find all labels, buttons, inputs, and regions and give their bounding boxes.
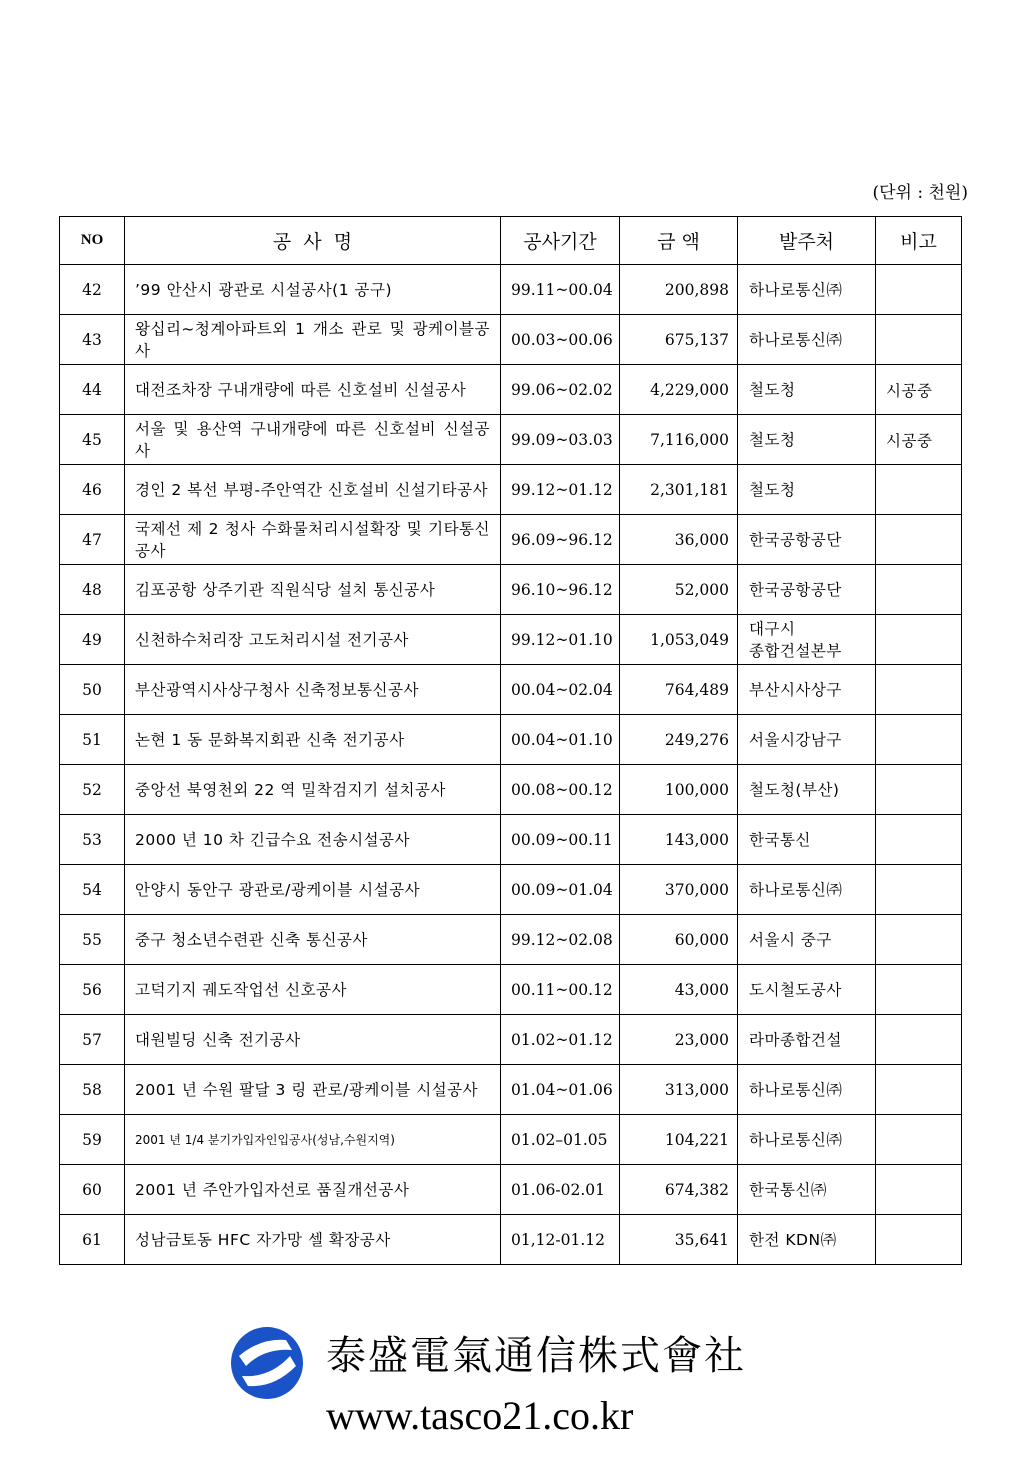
row-client: 한전 KDN㈜ [738,1215,876,1265]
row-client: 한국통신 [738,815,876,865]
row-period: 00.04~02.04 [501,665,620,715]
row-client: 대구시 종합건설본부 [738,615,876,665]
row-no: 53 [60,815,125,865]
unit-note: (단위 : 천원) [872,183,968,203]
header-note: 비고 [876,217,962,265]
header-row [60,217,962,265]
row-project-name: 대원빌딩 신축 전기공사 [125,1015,501,1065]
row-note [876,315,962,365]
row-client: 철도청(부산) [738,765,876,815]
row-no: 49 [60,615,125,665]
row-period: 00.03~00.06 [501,315,620,365]
row-note [876,515,962,565]
table-row [60,315,962,365]
row-amount: 1,053,049 [620,615,738,665]
row-client: 서울시강남구 [738,715,876,765]
row-no: 47 [60,515,125,565]
row-note [876,1115,962,1165]
row-no: 59 [60,1115,125,1165]
row-project-name: 경인 2 복선 부평-주안역간 신호설비 신설기타공사 [125,465,501,515]
row-period: 00.08~00.12 [501,765,620,815]
company-website: www.tasco21.co.kr [326,1393,634,1438]
table-row [60,1215,962,1265]
row-amount: 249,276 [620,715,738,765]
row-client: 서울시 중구 [738,915,876,965]
row-period: 01.06-02.01 [501,1165,620,1215]
row-period: 99.11~00.04 [501,265,620,315]
row-amount: 313,000 [620,1065,738,1115]
row-period: 01.04~01.06 [501,1065,620,1115]
row-project-name: ’99 안산시 광관로 시설공사(1 공구) [125,265,501,315]
row-project-name: 김포공항 상주기관 직원식당 설치 통신공사 [125,565,501,615]
row-no: 58 [60,1065,125,1115]
table-row [60,865,962,915]
row-period: 01,12-01.12 [501,1215,620,1265]
row-client: 한국통신㈜ [738,1165,876,1215]
row-amount: 7,116,000 [620,415,738,465]
row-period: 99.12~02.08 [501,915,620,965]
row-no: 55 [60,915,125,965]
table-row [60,1165,962,1215]
row-project-name: 왕십리~청계아파트외 1 개소 관로 및 광케이블공사 [125,315,501,365]
company-footer [230,1318,830,1468]
table-row [60,665,962,715]
row-no: 51 [60,715,125,765]
row-no: 52 [60,765,125,815]
row-no: 60 [60,1165,125,1215]
row-project-name: 2000 년 10 차 긴급수요 전송시설공사 [125,815,501,865]
row-amount: 764,489 [620,665,738,715]
row-client: 하나로통신㈜ [738,865,876,915]
table-row [60,1015,962,1065]
row-no: 48 [60,565,125,615]
row-note [876,465,962,515]
row-amount: 23,000 [620,1015,738,1065]
row-period: 00.04~01.10 [501,715,620,765]
row-no: 45 [60,415,125,465]
table-row [60,565,962,615]
row-project-name: 국제선 제 2 청사 수화물처리시설확장 및 기타통신공사 [125,515,501,565]
row-amount: 2,301,181 [620,465,738,515]
row-period: 00.09~00.11 [501,815,620,865]
table-row [60,1065,962,1115]
row-note [876,615,962,665]
row-project-name: 2001 년 1/4 분기가입자인입공사(성남,수원지역) [125,1115,501,1165]
row-period: 96.09~96.12 [501,515,620,565]
row-period: 99.12~01.10 [501,615,620,665]
row-amount: 200,898 [620,265,738,315]
row-project-name: 신천하수처리장 고도처리시설 전기공사 [125,615,501,665]
row-note [876,765,962,815]
table-row [60,265,962,315]
table-row [60,815,962,865]
row-period: 99.09~03.03 [501,415,620,465]
table-row [60,965,962,1015]
row-project-name: 고덕기지 궤도작업선 신호공사 [125,965,501,1015]
row-note [876,1165,962,1215]
row-client: 하나로통신㈜ [738,1065,876,1115]
row-amount: 60,000 [620,915,738,965]
row-client: 철도청 [738,365,876,415]
row-client: 한국공항공단 [738,565,876,615]
table-row [60,365,962,415]
row-note [876,965,962,1015]
row-note [876,865,962,915]
row-project-name: 대전조차장 구내개량에 따른 신호설비 신설공사 [125,365,501,415]
header-client: 발주처 [738,217,876,265]
row-amount: 674,382 [620,1165,738,1215]
table-row [60,915,962,965]
row-project-name: 2001 년 주안가입자선로 품질개선공사 [125,1165,501,1215]
row-period: 01.02–01.05 [501,1115,620,1165]
row-note [876,815,962,865]
table-row [60,515,962,565]
row-client: 철도청 [738,415,876,465]
row-period: 00.09~01.04 [501,865,620,915]
row-note [876,1215,962,1265]
row-note [876,265,962,315]
header-name: 공 사 명 [125,217,501,265]
table-row [60,715,962,765]
row-note [876,915,962,965]
row-note [876,565,962,615]
row-client: 도시철도공사 [738,965,876,1015]
row-amount: 104,221 [620,1115,738,1165]
row-client: 부산시사상구 [738,665,876,715]
row-period: 01.02~01.12 [501,1015,620,1065]
company-name: 泰盛電氣通信株式會社 [326,1333,746,1379]
table-row [60,765,962,815]
row-note [876,665,962,715]
row-period: 99.06~02.02 [501,365,620,415]
row-client: 하나로통신㈜ [738,1115,876,1165]
row-amount: 675,137 [620,315,738,365]
table-row [60,465,962,515]
row-period: 00.11~00.12 [501,965,620,1015]
row-project-name: 성남금토동 HFC 자가망 셀 확장공사 [125,1215,501,1265]
row-client: 라마종합건설 [738,1015,876,1065]
row-no: 54 [60,865,125,915]
row-project-name: 중앙선 북영천외 22 역 밀착검지기 설치공사 [125,765,501,815]
table-row [60,615,962,665]
row-no: 56 [60,965,125,1015]
table-row [60,415,962,465]
company-logo-icon [230,1326,304,1400]
row-client: 철도청 [738,465,876,515]
row-amount: 370,000 [620,865,738,915]
row-project-name: 중구 청소년수련관 신축 통신공사 [125,915,501,965]
row-project-name: 안양시 동안구 광관로/광케이블 시설공사 [125,865,501,915]
row-no: 44 [60,365,125,415]
row-project-name: 서울 및 용산역 구내개량에 따른 신호설비 신설공사 [125,415,501,465]
row-project-name: 부산광역시사상구청사 신축정보통신공사 [125,665,501,715]
row-no: 42 [60,265,125,315]
row-client: 하나로통신㈜ [738,315,876,365]
row-client: 한국공항공단 [738,515,876,565]
row-amount: 35,641 [620,1215,738,1265]
row-no: 50 [60,665,125,715]
row-no: 46 [60,465,125,515]
row-period: 96.10~96.12 [501,565,620,615]
row-project-name: 논현 1 동 문화복지회관 신축 전기공사 [125,715,501,765]
row-note [876,1015,962,1065]
header-amount: 금 액 [620,217,738,265]
row-no: 61 [60,1215,125,1265]
table-row [60,1115,962,1165]
row-project-name: 2001 년 수원 팔달 3 링 관로/광케이블 시설공사 [125,1065,501,1115]
row-amount: 43,000 [620,965,738,1015]
row-amount: 143,000 [620,815,738,865]
row-amount: 52,000 [620,565,738,615]
header-period: 공사기간 [501,217,620,265]
row-note [876,715,962,765]
construction-records-table [59,216,962,1265]
row-period: 99.12~01.12 [501,465,620,515]
header-no: NO [60,217,125,265]
row-amount: 100,000 [620,765,738,815]
row-no: 43 [60,315,125,365]
row-client: 하나로통신㈜ [738,265,876,315]
row-amount: 36,000 [620,515,738,565]
row-note: 시공중 [876,365,962,415]
row-note [876,1065,962,1115]
row-amount: 4,229,000 [620,365,738,415]
row-note: 시공중 [876,415,962,465]
row-no: 57 [60,1015,125,1065]
